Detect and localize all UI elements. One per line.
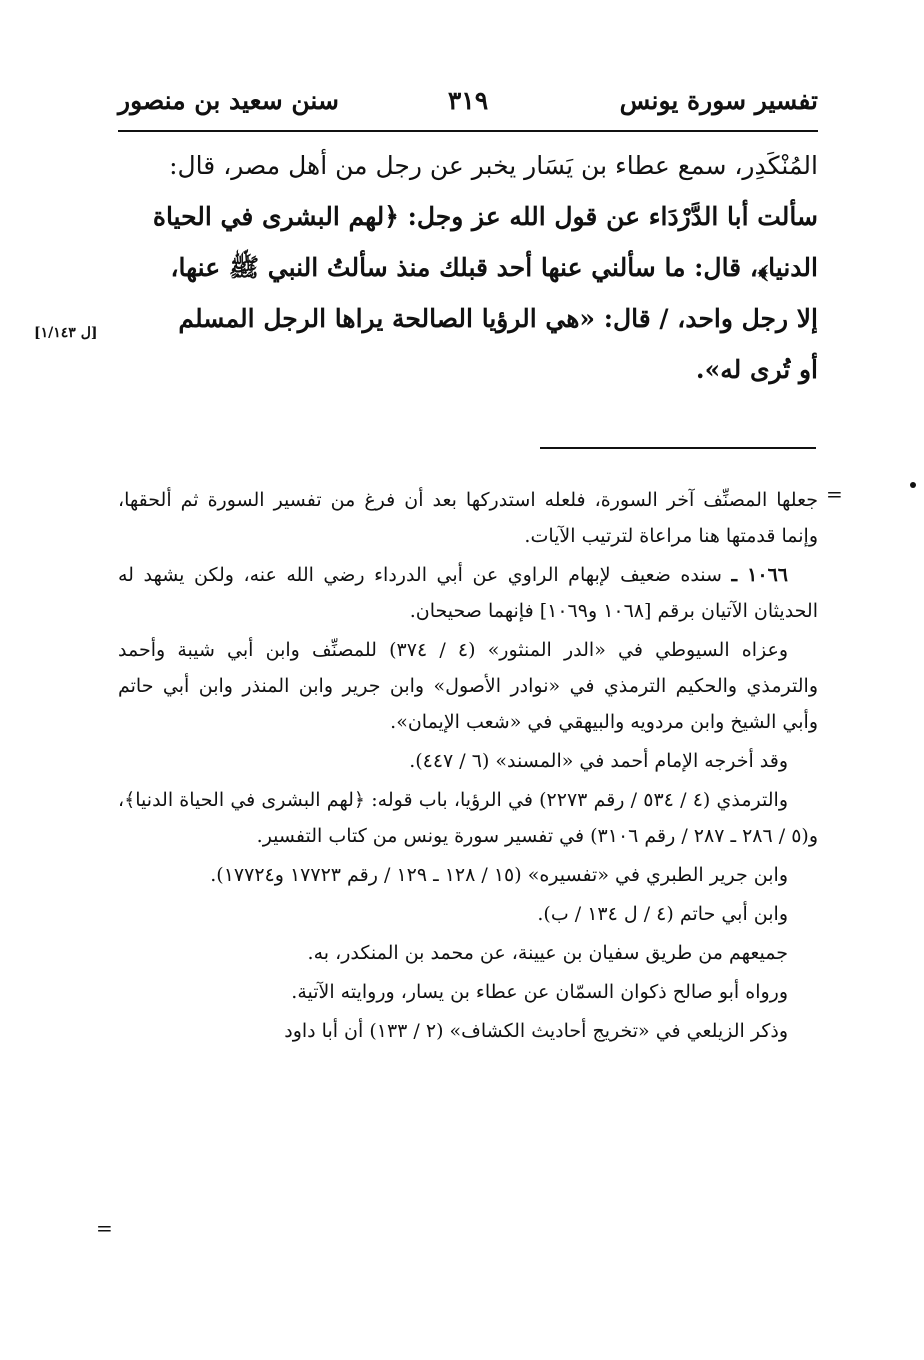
- header-surah-title: تفسير سورة يونس: [619, 86, 818, 115]
- footnote-paragraph: وابن أبي حاتم (٤ / ل ١٣٤ / ب).: [537, 903, 788, 925]
- footnote-paragraph: والترمذي (٤ / ٥٣٤ / رقم ٢٢٧٣) في الرؤيا، باب قوله: ﴿لهم البشرى في الحياة الدنيا﴾، و(٥ / ٢٨٦ ـ ٢٨٧ / رقم ٣١٠٦) في تفسير سورة يونس من كتاب التفسير.: [118, 789, 818, 847]
- footnote-separator: [540, 447, 816, 449]
- continued-marker: =: [96, 1216, 113, 1240]
- main-line: [118, 293, 818, 344]
- footnote-number: ١٠٦٦ ـ: [731, 564, 788, 586]
- main-text: [118, 140, 818, 395]
- main-line-bold: الدنيا﴾، قال: ما سألني عنها أحد قبلك منذ سألتُ النبي ﷺ عنها،: [170, 253, 818, 282]
- manuscript-folio-reference: [ل ١/١٤٣]: [34, 325, 98, 341]
- footnote-paragraph: ورواه أبو صالح ذكوان السمّان عن عطاء بن يسار، وروايته الآتية.: [291, 981, 788, 1003]
- footnote-paragraph: وقد أخرجه الإمام أحمد في «المسند» (٦ / ٤٤٧).: [409, 750, 788, 772]
- header-rule: [118, 130, 818, 132]
- main-line: [118, 242, 818, 293]
- main-line-bold: أو تُرى له».: [695, 355, 818, 384]
- footnote-entry: [118, 557, 818, 629]
- continuation-marker: =: [826, 482, 843, 506]
- main-line: المُنْكَدِر، سمع عطاء بن يَسَار يخبر عن رجل من أهل مصر، قال:: [169, 151, 818, 180]
- main-line: [118, 191, 818, 242]
- running-header: [118, 86, 818, 126]
- header-book-title: سنن سعيد بن منصور: [118, 86, 339, 115]
- footnote-paragraph: وذكر الزيلعي في «تخريج أحاديث الكشاف» (٢ / ١٣٣) أن أبا داود: [284, 1020, 788, 1042]
- footnote-paragraph: جميعهم من طريق سفيان بن عيينة، عن محمد بن المنكدر، به.: [307, 942, 788, 964]
- footnotes: [118, 482, 818, 1052]
- margin-dot: [910, 482, 916, 488]
- main-line: [118, 344, 818, 395]
- footnote-paragraph: وابن جرير الطبري في «تفسيره» (١٥ / ١٢٨ ـ ١٢٩ / رقم ١٧٧٢٣ و١٧٧٢٤).: [210, 864, 788, 886]
- footnote-paragraph: وعزاه السيوطي في «الدر المنثور» (٤ / ٣٧٤) للمصنِّف وابن أبي شيبة وأحمد والترمذي والحكيم الترمذي في «نوادر الأصول» وابن جرير وابن المنذر وابن أبي حاتم وأبي الشيخ وابن مردويه والبيهقي في «شعب الإيمان».: [118, 639, 818, 733]
- footnote-continuation: جعلها المصنِّف آخر السورة، فلعله استدركها بعد أن فرغ من تفسير السورة ثم ألحقها، وإنما قدمتها هنا مراعاة لترتيب الآيات.: [118, 489, 818, 547]
- page-number: ٣١٩: [447, 86, 489, 115]
- main-line-bold: إلا رجل واحد، / قال: «هي الرؤيا الصالحة يراها الرجل المسلم: [178, 304, 818, 333]
- footnote-text: سنده ضعيف لإبهام الراوي عن أبي الدرداء رضي الله عنه، ولكن يشهد له الحديثان الآتيان برقم [١٠٦٨ و١٠٦٩] فإنهما صحيحان.: [118, 564, 818, 622]
- main-line-bold: سألت أبا الدَّرْدَاء عن قول الله عز وجل: ﴿لهم البشرى في الحياة: [152, 202, 818, 231]
